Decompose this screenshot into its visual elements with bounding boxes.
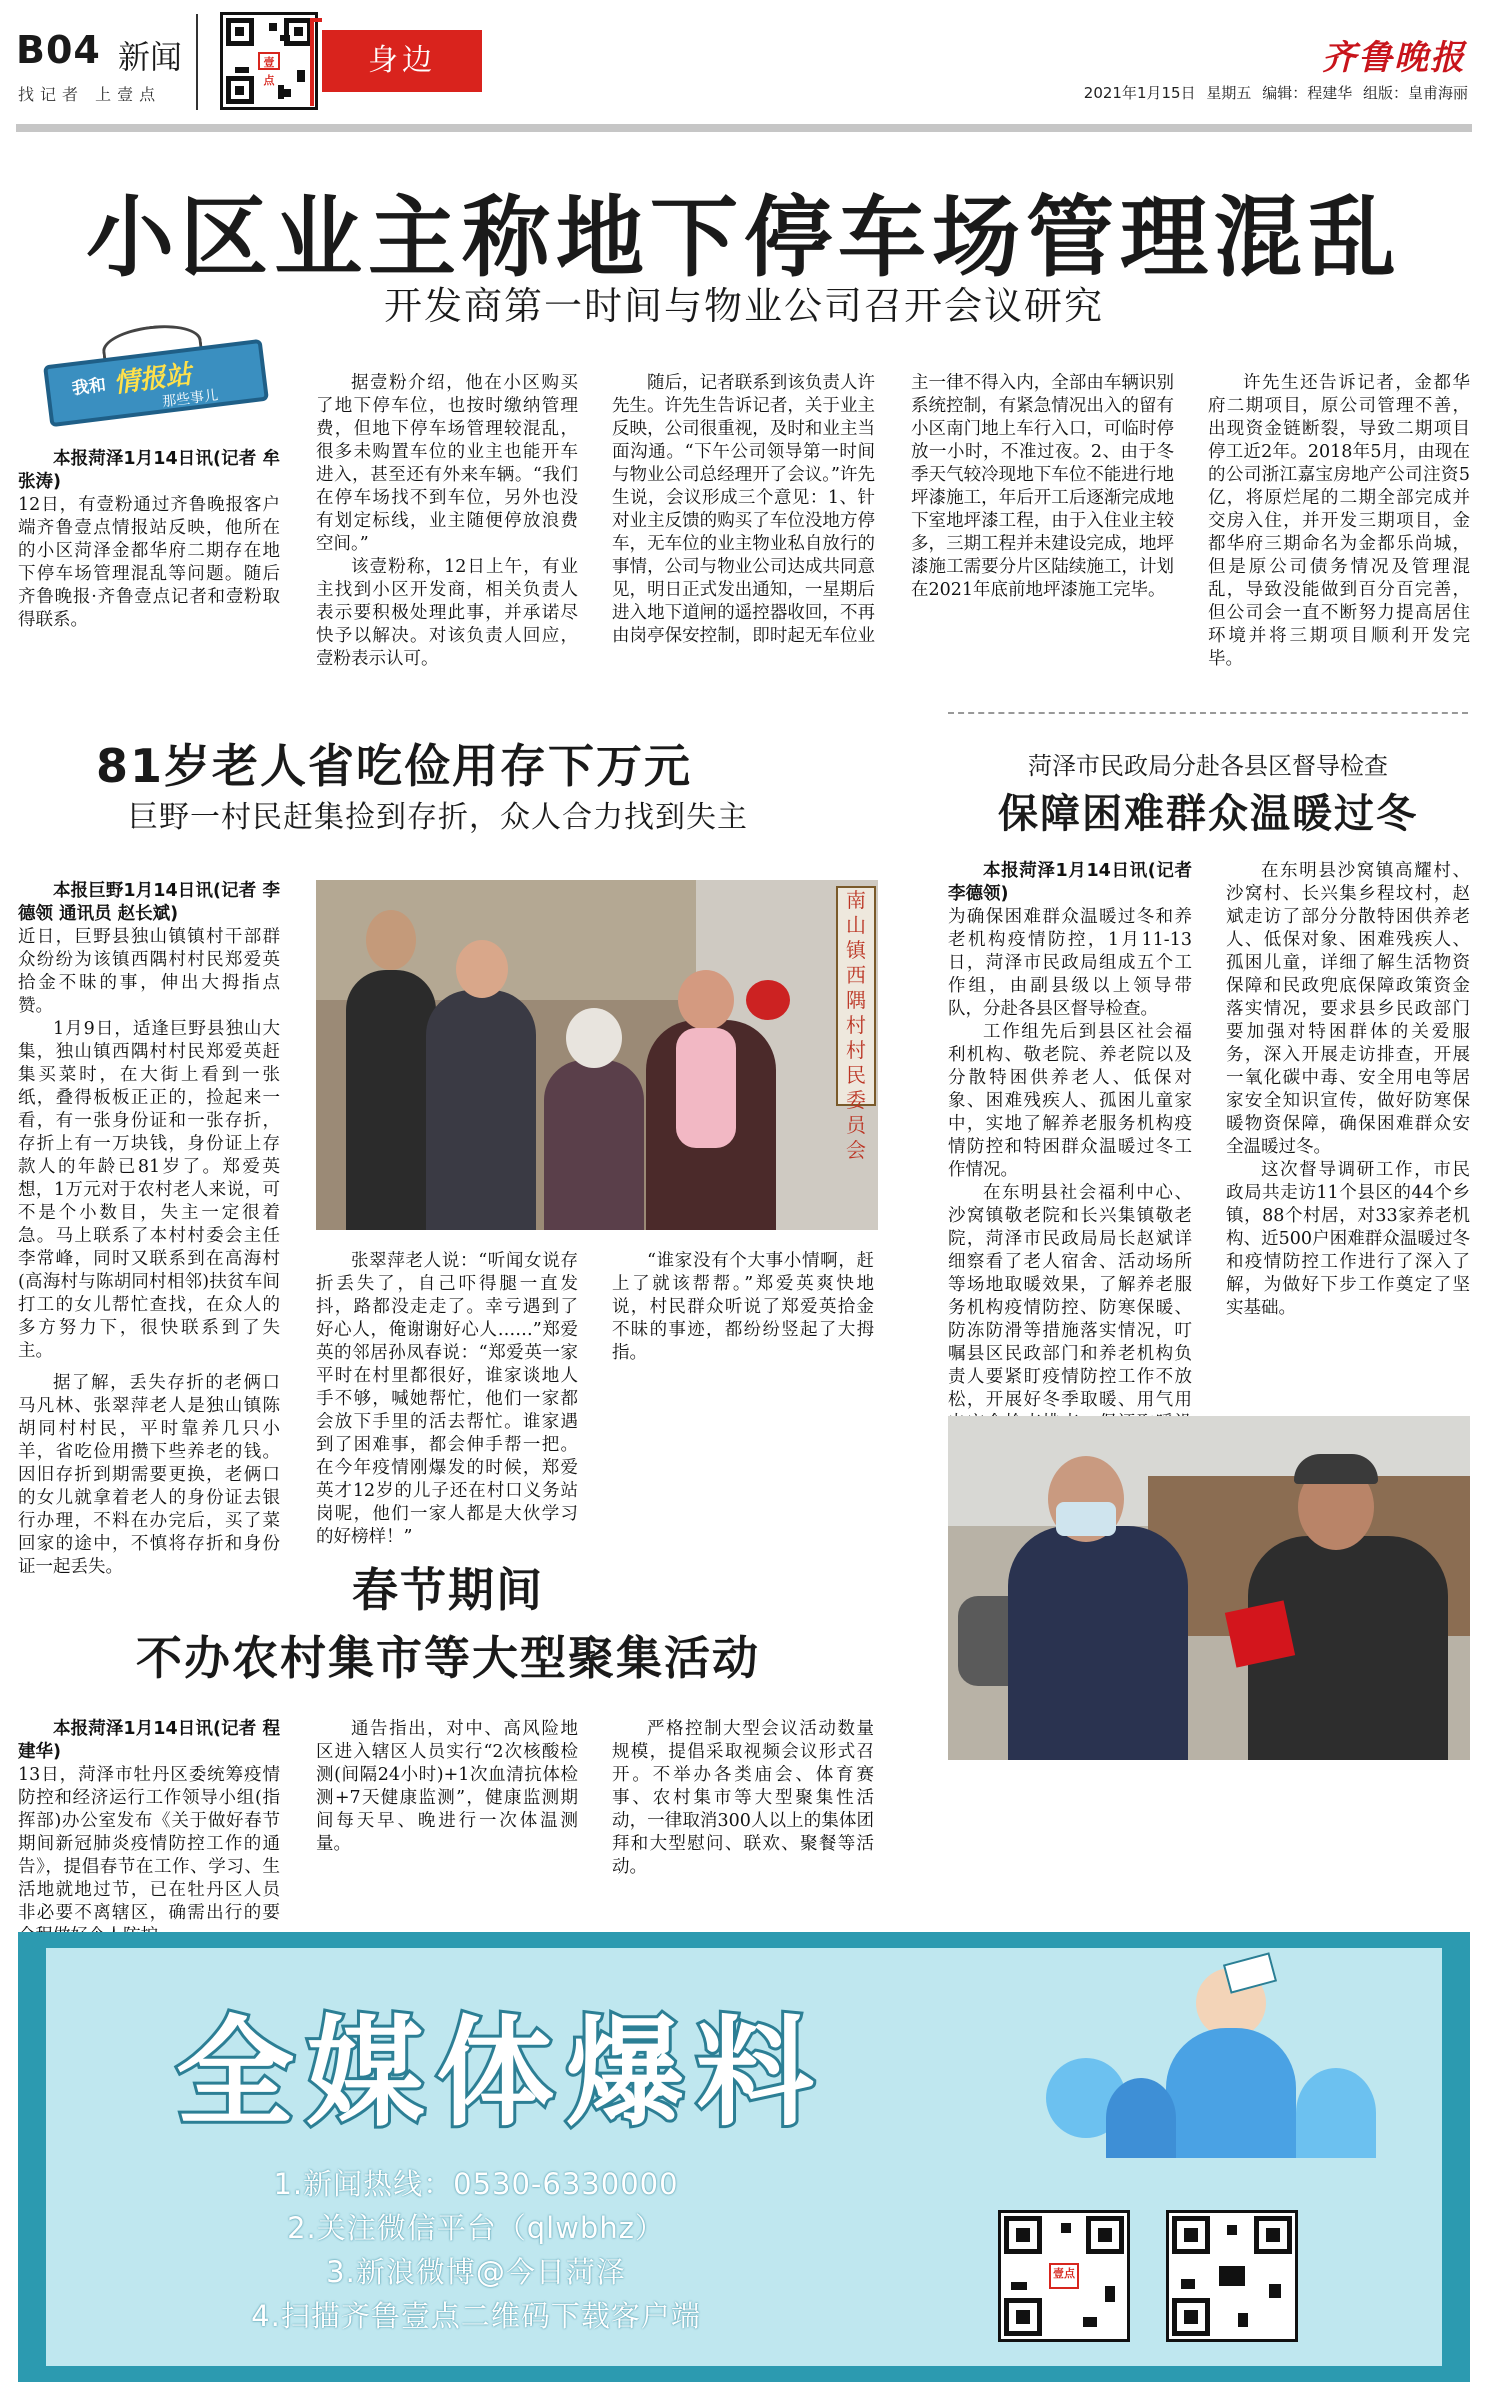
story3-p2: 工作组先后到县区社会福利机构、敬老院、养老院以及分散特困供养老人、低保对象、困难残疾人、孤困儿童家中，实地了解养老服务机构疫情防控和特困群众温暖过冬工作情况。 (948, 1022, 1192, 1180)
issue-weekday: 星期五 (1206, 84, 1252, 102)
story1-p1: 12日，有壹粉通过齐鲁晚报客户端齐鲁壹点情报站反映，他所在的小区菏泽金都华府二期存在地下停车场管理混乱等问题。随后齐鲁晚报·齐鲁壹点记者和壹粉取得联系。 (18, 495, 280, 630)
banner-line-wechat[interactable]: 2.关注微信平台（qlwbhz） (287, 2211, 665, 2245)
page-number: B04 (16, 28, 101, 72)
headline-elderly-savings: 81岁老人省吃俭用存下万元 (96, 739, 693, 793)
story1-p3: 该壹粉称，12日上午，有业主找到小区开发商，相关负责人表示要积极处理此事，并承诺尽快予以解决。对该负责人回应，壹粉表示认可。 (316, 557, 578, 669)
media-tipoff-banner (18, 1932, 1470, 2382)
story3-p3: 在东明县社会福利中心、沙窝镇敬老院和长兴集镇敬老院，菏泽市民政局局长赵斌详细察看了老人宿舍、活动场所等场地取暖效果，了解养老服务机构疫情防控、防寒保暖、防冻防滑等措施落实情况，叮嘱县区民政部门和养老机构负责人要紧盯疫情防控工作不放松，开展好冬季取暖、用气用 (948, 1183, 1192, 1410)
story2-col1 (18, 880, 280, 1363)
story1-p4: 随后，记者联系到该负责人许先生。许先生告诉记者，关于业主反映，公司很重视，及时和业主当面沟通。“下午公司领导第一时间与物业公司总经理开了会议。”许先生说，会议形成三个意见：1、针对业主反馈的购买了车位没地方停车，无车位的业主物业私自放行的事情，公司与物业公司达成共同意见，明日正式发出通知，一星期后进入地下道闸的遥控器收回，不再由岗亭保安控制，即时起无车位业主一律不得入内，全部由车辆识别系统控制，有紧急情况出入的留有小区南门地上车行入口，可临时停放一小时，不准过夜。2、由于冬季天气较冷现地下车位不能进行地坪漆施工，年后开工后逐渐完成地下室地坪漆工程，由于入住业主较多，三期工程并未建设完成，地坪漆施工需要分片区陆续施工，计划在2021年底前地坪漆施工完毕。 (612, 373, 1174, 646)
story4-col3 (612, 1718, 874, 1879)
newspaper-brand: 齐鲁晚报 (1322, 38, 1466, 78)
story2-col1b (18, 1372, 280, 1579)
story1-col3 (612, 372, 1174, 654)
story2-col2 (316, 1250, 578, 1549)
photo-official-visit (948, 1416, 1470, 1760)
headline-spring-festival-2: 不办农村集市等大型聚集活动 (136, 1631, 760, 1685)
story2-p4: 张翠萍老人说：“听闻女说存折丢失了，自己吓得腿一直发抖，路都没走走了。幸亏遇到了好心人，俺谢谢好心人……”郑爱英的邻居孙凤春说：“郑爱英一家平时在村里都很好，谁家谈地人手不够，喊她帮忙，他们一家都会放下手里的活去帮忙。谁家遇到了困难事，都会伸手帮一把。在今年疫情刚爆发的时候，郑爱英才12岁的儿子还在村口义务站岗呢，他们一家人都是大伙学习的好榜样！” (316, 1251, 578, 1547)
crowd-illustration (1046, 1958, 1386, 2158)
story4-p3: 严格控制大型会议活动数量规模，提倡采取视频会议形式召开。不举办各类庙会、体育赛事、农村集市等大型聚集性活动，一律取消300人以上的集体团拜和大型慰问、联欢、聚餐等活动。 (612, 1719, 874, 1877)
section-name: 新闻 (118, 38, 183, 76)
story3-p4: 在东明县沙窝镇高耀村、沙窝村、长兴集乡程坟村，赵斌走访了部分分散特困供养老人、低保对象、困难残疾人、孤困儿童，详细了解生活物资保障和民政兜底保障政策资金落实情况，要求县乡民政部门要加强对特困群体的关爱服务，深入开展走访排查，开展一氧化碳中毒、安全用电等居家安全知识宣传，做好防寒保暖物资保障，确保困难群众安全温暖过冬。 (1226, 861, 1470, 1157)
story1-dateline: 本报菏泽1月14日讯(记者 牟张涛) (18, 449, 280, 492)
story2-p1: 近日，巨野县独山镇镇村干部群众纷纷为该镇西隅村村民郑爱英拾金不昧的事，伸出大拇指点赞。 (18, 927, 280, 1016)
kicker-civil-affairs: 菏泽市民政局分赴各县区督导检查 (1028, 752, 1388, 780)
qr-code-app-2[interactable] (1166, 2210, 1298, 2342)
banner-line-weibo[interactable]: 3.新浪微博@今日菏泽 (326, 2255, 626, 2289)
subhead-parking: 开发商第一时间与物业公司召开会议研究 (383, 284, 1104, 328)
story4-p2: 通告指出，对中、高风险地区进入辖区人员实行“2次核酸检测(间隔24小时)+1次血清抗体检测+7天健康监测”，健康监测期间每天早、晚进行一次体温测量。 (316, 1719, 578, 1854)
issue-info (1084, 82, 1468, 103)
story2-dateline: 本报巨野1月14日讯(记者 李德领 通讯员 赵长斌) (18, 881, 280, 924)
photo-finder-return (316, 880, 878, 1230)
story3-col1 (948, 860, 1192, 1481)
story4-col2 (316, 1718, 578, 1856)
banner-line-app[interactable]: 4.扫描齐鲁壹点二维码下载客户端 (251, 2299, 701, 2333)
intelligence-station-sign: 我和 情报站 那些事儿 (34, 326, 274, 434)
qr-logo: 壹点 (258, 52, 280, 70)
qr-code-header[interactable] (220, 12, 318, 110)
story4-col1 (18, 1718, 280, 1948)
headline-warm-winter: 保障困难群众温暖过冬 (998, 791, 1418, 837)
story1-p2: 据壹粉介绍，他在小区购买了地下停车位，也按时缴纳管理费，但地下停车场管理较混乱，很多未购置车位的业主也能开车进入，甚至还有外来车辆。“我们在停车场找不到车位，另外也没有划定标线，业主随便停放浪费空间。” (316, 373, 578, 554)
story1-p5: 许先生还告诉记者，金都华府二期项目，原公司管理不善，出现资金链断裂，导致二期项目停工近2年。2018年5月，由现在的公司浙江嘉宝房地产公司注资5亿，将原烂尾的二期全部完成并交房入住，并开发三期项目，金都华府三期命名为金都乐尚城，但是原公司债务情况及管理混乱，导致没能做到百分百完善，但公司会一直不断努力提高居住环境并将三期项目顺利开发完毕。 (1208, 373, 1470, 669)
column-tag: 身边 (322, 30, 482, 92)
banner-title: 全媒体爆料 (176, 2004, 827, 2142)
issue-date: 2021年1月15日 (1083, 84, 1196, 102)
story4-p1: 13日，菏泽市牡丹区委统筹疫情防控和经济运行工作领导小组(指挥部)办公室发布《关于做好春节期间新冠肺炎疫情防控工作的通告》，提倡春节在工作、学习、生活地就地过节，已在牡丹区人员非必要不离辖区，确需出行的要 (18, 1765, 280, 1923)
subhead-elderly-savings: 巨野一村民赶集捡到存折，众人合力找到失主 (128, 800, 748, 835)
banner-line-hotline[interactable]: 1.新闻热线：0530-6330000 (273, 2167, 679, 2201)
qr-logo-app: 壹点 (1049, 2263, 1079, 2288)
story1-col5 (1208, 372, 1470, 671)
village-committee-sign: 南山镇西隅村村民委员会 (836, 886, 876, 1106)
headline-parking: 小区业主称地下停车场管理混乱 (85, 186, 1402, 289)
story3-p1: 为确保困难群众温暖过冬和养老机构疫情防控，1月11-13日，菏泽市民政局组成五个工作组，由副县级以上领导带队，分赴各县区督导检查。 (948, 907, 1192, 1019)
story1-col2 (316, 372, 578, 671)
story3-dateline: 本报菏泽1月14日讯(记者 李德领) (948, 861, 1192, 904)
headline-spring-festival-1: 春节期间 (352, 1563, 544, 1617)
slogan: 找记者 上壹点 (18, 85, 162, 104)
story2-p2: 1月9日，适逢巨野县独山大集，独山镇西隅村村民郑爱英赶集买菜时，在大街上看到一张纸，叠得板板正正的，捡起来一看，有一张身份证和一张存折，存折上有一万块钱，身份证上存款人的年龄已81岁了。郑爱英想，1万元对于农村老人来说，可不是个小数目，失主一定很着急。马上联系了本村村委会主任李常峰，同时又联系到在高海村(高海村与陈胡同村相邻)扶贫车间打工的女儿帮忙查找，在众人的多方努力下，很快联系到了失主。 (18, 1019, 280, 1361)
story2-p3: 据了解，丢失存折的老俩口马凡林、张翠萍老人是独山镇陈胡同村村民，平时靠养几只小羊，省吃俭用攒下些养老的钱。因旧存折到期需要更换，老俩口的女儿就拿着老人的身份证去银行办理，不料在办完后，买了菜回家的途中，不慎将存折和身份证一起丢失。 (18, 1373, 280, 1577)
editor: 编辑：程建华 (1262, 84, 1353, 102)
header-rule (16, 124, 1472, 132)
story4-dateline: 本报菏泽1月14日讯(记者 程建华) (18, 1719, 280, 1762)
story3-p5: 这次督导调研工作，市民政局共走访11个县区的44个乡镇，88个村居，对33家养老机构、近500户困难群众温暖过冬和疫情防控工作进行了深入了解，为做好下步工作奠定了坚实基础。 (1226, 1160, 1470, 1318)
layout-editor: 组版：皇甫海丽 (1362, 84, 1468, 102)
qr-code-app-1[interactable] (998, 2210, 1130, 2342)
story2-p5: “谁家没有个大事小情啊，赶上了就该帮帮。”郑爱英爽快地说，村民群众听说了郑爱英拾金不昧的事迹，都纷纷竖起了大拇指。 (612, 1251, 874, 1363)
story1-col1 (18, 448, 280, 632)
story2-col3 (612, 1250, 874, 1365)
story3-col2 (1226, 860, 1470, 1320)
